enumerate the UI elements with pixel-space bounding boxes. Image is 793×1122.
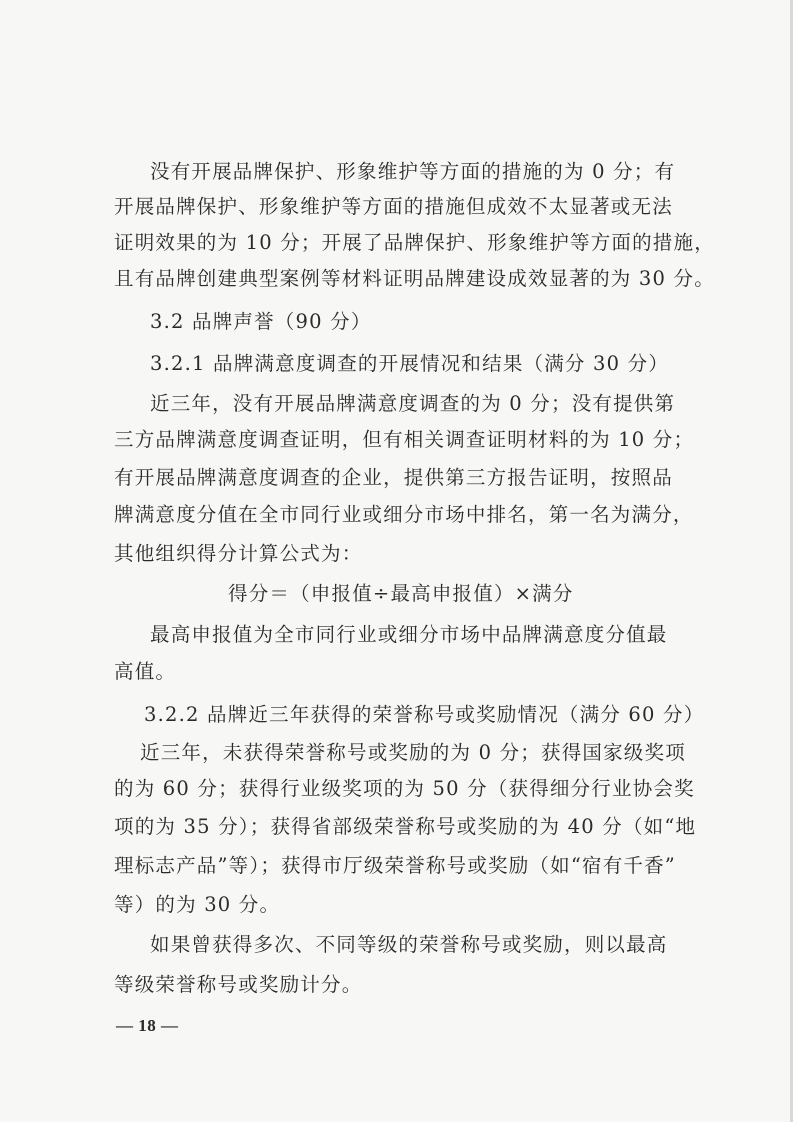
paragraph-line: 近三年，没有开展品牌满意度调查的为 0 分；没有提供第 xyxy=(150,392,676,415)
paragraph-line: 牌满意度分值在全市同行业或细分市场中排名，第一名为满分， xyxy=(114,503,694,526)
paragraph-line: 三方品牌满意度调查证明，但有相关调查证明材料的为 10 分； xyxy=(114,428,695,451)
paragraph-line: 有开展品牌满意度调查的企业，提供第三方报告证明，按照品 xyxy=(114,466,673,489)
score-formula: 得分＝（申报值÷最高申报值）×满分 xyxy=(228,582,574,605)
paragraph-line: 其他组织得分计算公式为： xyxy=(114,542,363,565)
paragraph-line: 理标志产品”等）；获得市厅级荣誉称号或奖励（如“宿有千香” xyxy=(114,854,676,877)
paragraph-line: 近三年，未获得荣誉称号或奖励的为 0 分；获得国家级奖项 xyxy=(140,741,686,764)
paragraph-line: 高值。 xyxy=(114,660,177,683)
paragraph-line: 且有品牌创建典型案例等材料证明品牌建设成效显著的为 30 分。 xyxy=(114,267,715,290)
page-number: — 18 — xyxy=(116,1016,179,1035)
paragraph-line: 项的为 35 分）；获得省部级荣誉称号或奖励的为 40 分（如“地 xyxy=(114,815,697,838)
paragraph-line: 等级荣誉称号或奖励计分。 xyxy=(114,973,363,996)
subsection-heading-3-2-1: 3.2.1 品牌满意度调查的开展情况和结果（满分 30 分） xyxy=(150,352,670,375)
paragraph-line: 最高申报值为全市同行业或细分市场中品牌满意度分值最 xyxy=(150,623,668,646)
paragraph-line: 等）的为 30 分。 xyxy=(114,893,281,916)
section-heading-3-2: 3.2 品牌声誉（90 分） xyxy=(150,310,372,333)
paragraph-line: 开展品牌保护、形象维护等方面的措施但成效不太显著或无法 xyxy=(114,195,673,218)
subsection-heading-3-2-2: 3.2.2 品牌近三年获得的荣誉称号或奖励情况（满分 60 分） xyxy=(144,703,705,726)
paragraph-line: 没有开展品牌保护、形象维护等方面的措施的为 0 分；有 xyxy=(150,160,676,183)
paragraph-line: 的为 60 分；获得行业级奖项的为 50 分（获得细分行业协会奖 xyxy=(114,777,695,800)
paragraph-line: 如果曾获得多次、不同等级的荣誉称号或奖励，则以最高 xyxy=(150,933,668,956)
paragraph-line: 证明效果的为 10 分；开展了品牌保护、形象维护等方面的措施， xyxy=(114,231,715,254)
